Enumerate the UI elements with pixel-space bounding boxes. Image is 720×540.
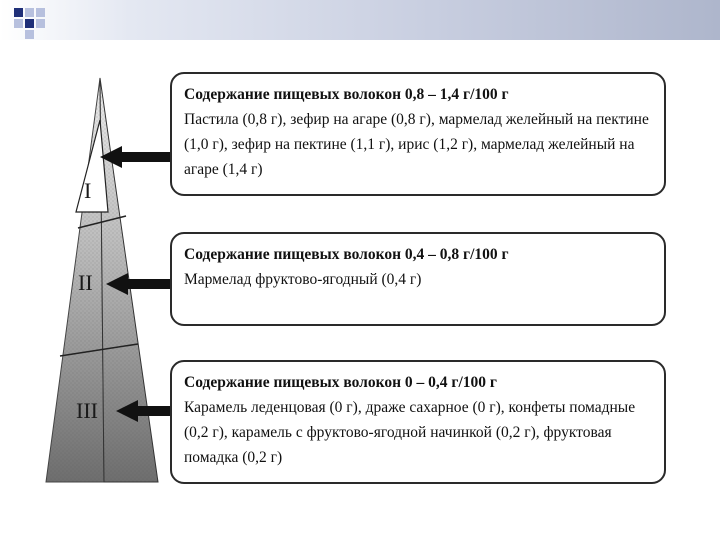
tier-numeral-3: III <box>76 398 98 423</box>
tier-box-2 <box>170 232 666 326</box>
tier-box-3 <box>170 360 666 484</box>
tier-numeral-2: II <box>78 270 93 295</box>
tier-numeral-1: I <box>84 178 92 203</box>
tier-title: Содержание пищевых волокон 0,4 – 0,8 г/100 г <box>184 246 509 263</box>
tier-body: Мармелад фруктово-ягодный (0,4 г) <box>184 271 422 288</box>
tier-title: Содержание пищевых волокон 0 – 0,4 г/100 г <box>184 374 497 391</box>
tier-title: Содержание пищевых волокон 0,8 – 1,4 г/100 г <box>184 86 509 103</box>
tier-body: Карамель леденцовая (0 г), драже сахарное (0 г), конфеты помадные (0,2 г), карамель с фруктово-ягодной начинкой (0,2 г), фруктовая помадка (0,2 г) <box>184 399 636 466</box>
tier-box-1 <box>170 72 666 196</box>
tier-body: Пастила (0,8 г), зефир на агаре (0,8 г), мармелад желейный на пектине (1,0 г), зефир на пектине (1,1 г), ирис (1,2 г), мармелад желейный на агаре (1,4 г) <box>184 111 649 178</box>
